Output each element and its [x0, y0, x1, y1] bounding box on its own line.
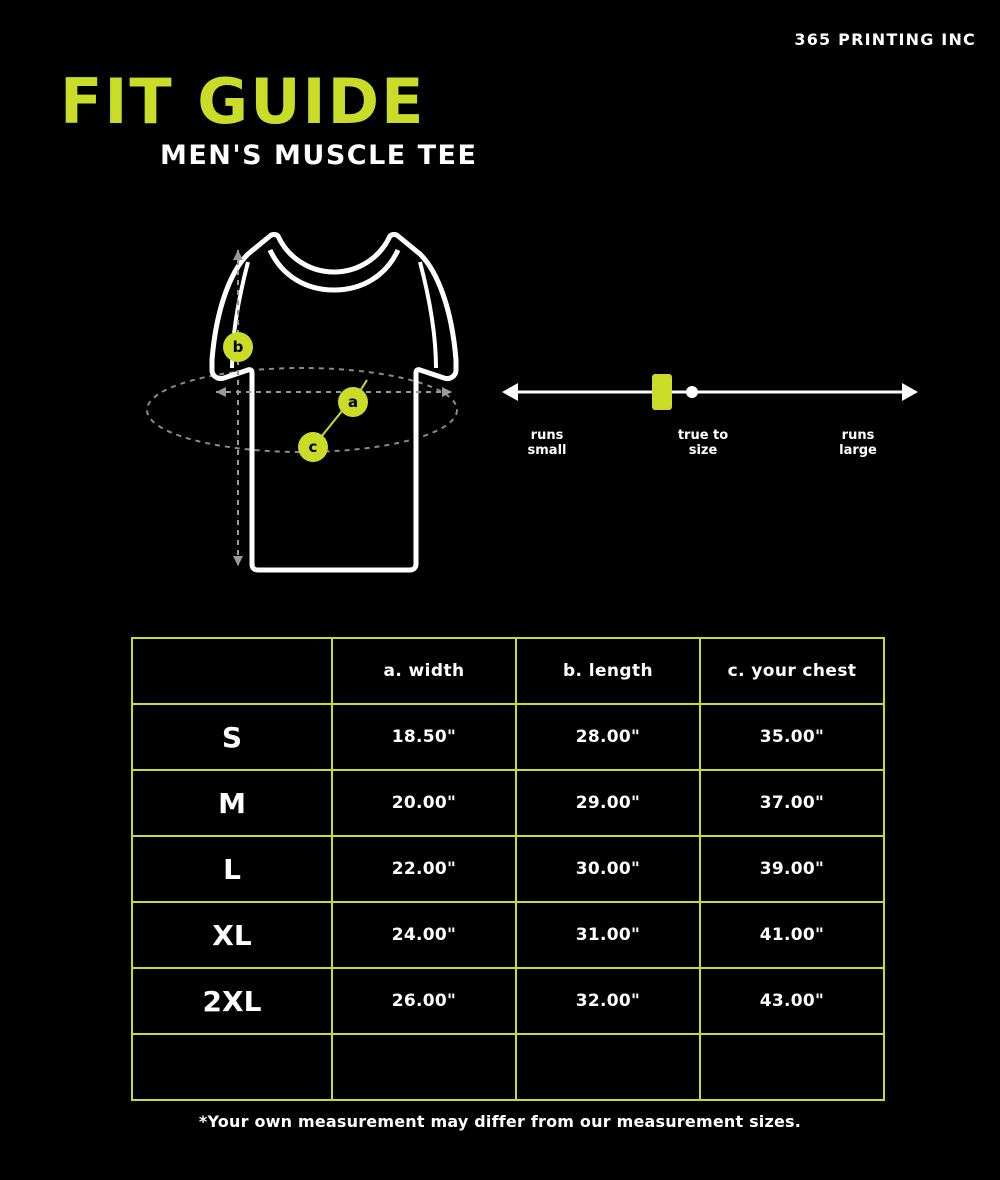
tee-svg: [120, 210, 500, 600]
fit-scale-svg: [500, 360, 920, 430]
table-row: [132, 704, 884, 770]
cell-chest: [700, 1034, 884, 1100]
fit-scale-label-small: [492, 428, 602, 458]
footnote: *Your own measurement may differ from our measurement sizes.: [198, 1112, 802, 1131]
cell-size: L: [132, 836, 332, 902]
cell-chest: 39.00": [700, 836, 884, 902]
cell-size: S: [132, 704, 332, 770]
fit-scale-label-small-line1: runs: [530, 428, 564, 443]
cell-chest: 35.00": [700, 704, 884, 770]
header-chest: c. your chest: [700, 638, 884, 704]
cell-width: 26.00": [332, 968, 516, 1034]
badge-c: c: [298, 432, 328, 462]
size-table-body: [132, 704, 884, 1100]
cell-length: 31.00": [516, 902, 700, 968]
table-row: [132, 770, 884, 836]
fit-scale-label-small-line2: small: [527, 443, 567, 458]
cell-width: 24.00": [332, 902, 516, 968]
width-arrow-left-icon: [216, 387, 226, 397]
page-subtitle: MEN'S MUSCLE TEE: [160, 140, 478, 171]
fit-scale-label-true-line2: size: [688, 443, 718, 458]
cell-chest: 37.00": [700, 770, 884, 836]
fit-scale-marker: [652, 374, 672, 410]
cell-length: 28.00": [516, 704, 700, 770]
cell-chest: 41.00": [700, 902, 884, 968]
length-arrow-top-icon: [233, 250, 243, 260]
cell-width: 22.00": [332, 836, 516, 902]
fit-scale-label-large: [803, 428, 913, 458]
cell-width: 18.50": [332, 704, 516, 770]
length-arrow-bottom-icon: [233, 556, 243, 566]
table-header-row: [132, 638, 884, 704]
cell-length: 29.00": [516, 770, 700, 836]
size-table: [131, 637, 885, 1101]
size-table-head: [132, 638, 884, 704]
header-width: a. width: [332, 638, 516, 704]
cell-size: [132, 1034, 332, 1100]
fit-scale-label-true: [648, 428, 758, 458]
badge-b: b: [223, 332, 253, 362]
page-title: FIT GUIDE: [60, 65, 426, 138]
fit-scale-arrow-right-icon: [902, 383, 918, 401]
fit-scale-label-large-line1: runs: [841, 428, 875, 443]
badge-a: a: [338, 387, 368, 417]
header-length: b. length: [516, 638, 700, 704]
fit-scale-arrow-left-icon: [502, 383, 518, 401]
garment-illustration: [120, 210, 500, 600]
fit-scale-label-true-line1: true to: [677, 428, 729, 443]
tee-outline: [212, 235, 456, 571]
table-row: [132, 902, 884, 968]
cell-size: XL: [132, 902, 332, 968]
header-size: [132, 638, 332, 704]
cell-chest: 43.00": [700, 968, 884, 1034]
cell-size: 2XL: [132, 968, 332, 1034]
size-table-wrapper: [131, 637, 883, 1101]
fit-scale: [500, 360, 920, 480]
table-row: [132, 836, 884, 902]
cell-length: 30.00": [516, 836, 700, 902]
table-row: [132, 1034, 884, 1100]
header-block: [60, 65, 478, 171]
fit-scale-dot-icon: [686, 386, 698, 398]
fit-scale-label-large-line2: large: [839, 443, 877, 458]
brand-name: 365 PRINTING INC: [794, 30, 976, 49]
cell-length: [516, 1034, 700, 1100]
table-row: [132, 968, 884, 1034]
cell-width: [332, 1034, 516, 1100]
cell-width: 20.00": [332, 770, 516, 836]
cell-size: M: [132, 770, 332, 836]
cell-length: 32.00": [516, 968, 700, 1034]
